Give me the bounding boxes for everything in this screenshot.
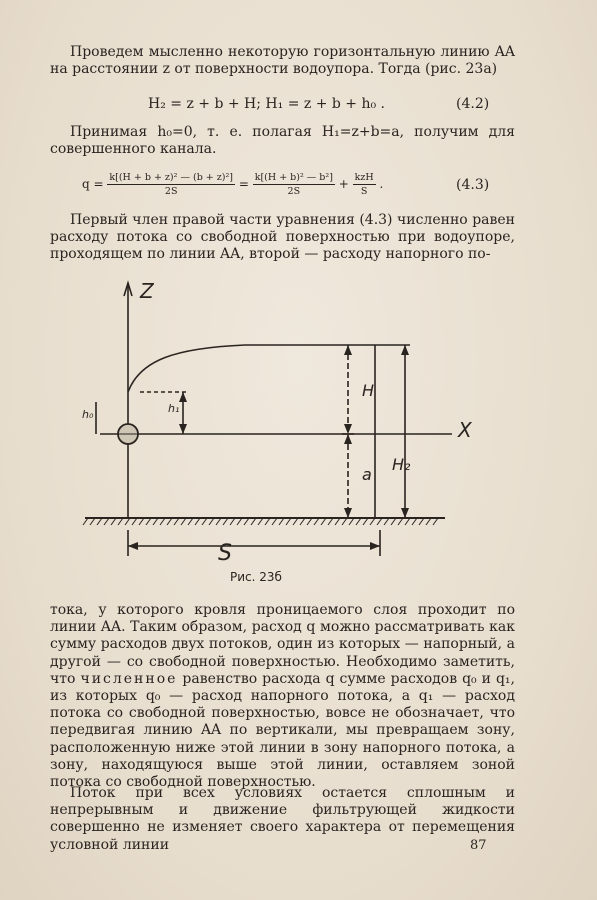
label-z: Z (140, 279, 154, 303)
h-bottom-arrow-icon (344, 424, 352, 434)
a-top-arrow-icon (344, 434, 352, 444)
hatch-mark (174, 518, 179, 525)
h2-top-arrow-icon (401, 345, 409, 355)
hatch-mark (300, 518, 305, 525)
paragraph-4-emphasis: численное (80, 670, 178, 687)
hatch-mark (314, 518, 319, 525)
paragraph-4 (50, 602, 515, 791)
label-s: S (218, 541, 232, 566)
h1-bottom-arrow-icon (179, 424, 187, 434)
a-bottom-arrow-icon (344, 508, 352, 518)
figure-lines (85, 283, 452, 556)
hatch-mark (258, 518, 263, 525)
hatch-mark (335, 518, 340, 525)
figure-caption: Рис. 23б (230, 570, 282, 584)
hatch-mark (272, 518, 277, 525)
bed-hatching (83, 518, 438, 525)
hatch-mark (426, 518, 431, 525)
label-h0: h₀ (82, 408, 94, 421)
page-number: 87 (470, 838, 487, 853)
eq43-frac2-den: 2S (287, 186, 301, 197)
s-left-arrow-icon (128, 542, 138, 550)
hatch-mark (265, 518, 270, 525)
hatch-mark (111, 518, 116, 525)
paragraph-5: Поток при всех условиях остается сплошным и непрерывным и движение фильтрующей жидкости совершенно не изменяет своего характера от перемещения условной линии (50, 785, 515, 853)
hatch-mark (377, 518, 382, 525)
hatch-mark (279, 518, 284, 525)
hatch-mark (139, 518, 144, 525)
hatch-mark (370, 518, 375, 525)
paragraph-3: Первый член правой части уравнения (4.3) численно равен расходу потока со свободной поверхностью при водоупоре, проходящем по линии AA, второй — расходу напорного по- (50, 212, 515, 263)
label-h: H (362, 381, 375, 400)
hatch-mark (90, 518, 95, 525)
hatch-mark (83, 518, 88, 525)
hatch-mark (286, 518, 291, 525)
equation-4-2: H₂ = z + b + H; H₁ = z + b + h₀ . (148, 96, 386, 112)
eq43-frac2-num: k[(H + b)² — b²] (254, 172, 333, 183)
eq43-frac3-den: S (360, 186, 368, 197)
hatch-mark (195, 518, 200, 525)
hatch-mark (230, 518, 235, 525)
equation-4-2-number: (4.2) (456, 96, 490, 112)
hatch-mark (384, 518, 389, 525)
hatch-mark (412, 518, 417, 525)
hatch-mark (244, 518, 249, 525)
label-h1: h₁ (168, 402, 180, 415)
eq43-frac1-num: k[(H + b + z)² — (b + z)²] (109, 172, 233, 183)
hatch-mark (363, 518, 368, 525)
label-a: a (362, 465, 372, 484)
hatch-mark (342, 518, 347, 525)
hatch-mark (118, 518, 123, 525)
hatch-mark (237, 518, 242, 525)
paragraph-2: Принимая h₀=0, т. е. полагая H₁=z+b=a, получим для совершенного канала. (50, 124, 515, 158)
hatch-mark (433, 518, 438, 525)
hatch-mark (167, 518, 172, 525)
hatch-mark (398, 518, 403, 525)
hatch-mark (356, 518, 361, 525)
hatch-mark (202, 518, 207, 525)
hatch-mark (209, 518, 214, 525)
s-right-arrow-icon (370, 542, 380, 550)
hatch-mark (223, 518, 228, 525)
paragraph-4-part-a: тока, у которого кровля проницаемого слоя проходит по линии AA. Таким образом, расход q можно рассматривать как сумму расходов двух потоков, один из которых — напорный, а другой — со свободной поверхностью. Необходимо заметить, что (50, 602, 515, 687)
hatch-mark (188, 518, 193, 525)
eq43-frac1-den: 2S (164, 186, 178, 197)
eq43-frac3-num: kzH (354, 172, 374, 183)
eq43-dot: . (379, 177, 384, 191)
eq43-lhs: q = (82, 177, 104, 191)
eq43-plus: + (338, 177, 349, 191)
hatch-mark (321, 518, 326, 525)
paragraph-1: Проведем мысленно некоторую горизонтальную линию AA на расстоянии z от поверхности водоупора. Тогда (рис. 23а) (50, 44, 515, 78)
hatch-mark (251, 518, 256, 525)
hatch-mark (419, 518, 424, 525)
hatch-mark (97, 518, 102, 525)
hatch-mark (181, 518, 186, 525)
hatch-mark (293, 518, 298, 525)
hatch-mark (349, 518, 354, 525)
hatch-mark (328, 518, 333, 525)
equation-4-3-number: (4.3) (456, 177, 490, 193)
hatch-mark (146, 518, 151, 525)
hatch-mark (405, 518, 410, 525)
h1-top-arrow-icon (179, 392, 187, 402)
label-h2: H₂ (392, 455, 411, 474)
hatch-mark (160, 518, 165, 525)
paragraph-4-part-b: равенство расхода q сумме расходов q₀ и q₁, из которых q₀ — расход напорного потока, а q₁ — расход потока со свободной поверхностью, вовсе не обозначает, что передвигая линию AA по вертикали, мы превращаем зону, расположенную ниже этой линии в зону напорного потока, а зону, находящуюся выше этой линии, оставляем зоной потока со свободной поверхностью. (50, 670, 515, 791)
hatch-mark (307, 518, 312, 525)
h-top-arrow-icon (344, 345, 352, 355)
hatch-mark (216, 518, 221, 525)
hatch-mark (153, 518, 158, 525)
eq43-equals: = (238, 177, 249, 191)
h2-bottom-arrow-icon (401, 508, 409, 518)
hatch-mark (125, 518, 130, 525)
hatch-mark (104, 518, 109, 525)
hatch-mark (132, 518, 137, 525)
hatch-mark (391, 518, 396, 525)
label-x: X (458, 418, 472, 442)
